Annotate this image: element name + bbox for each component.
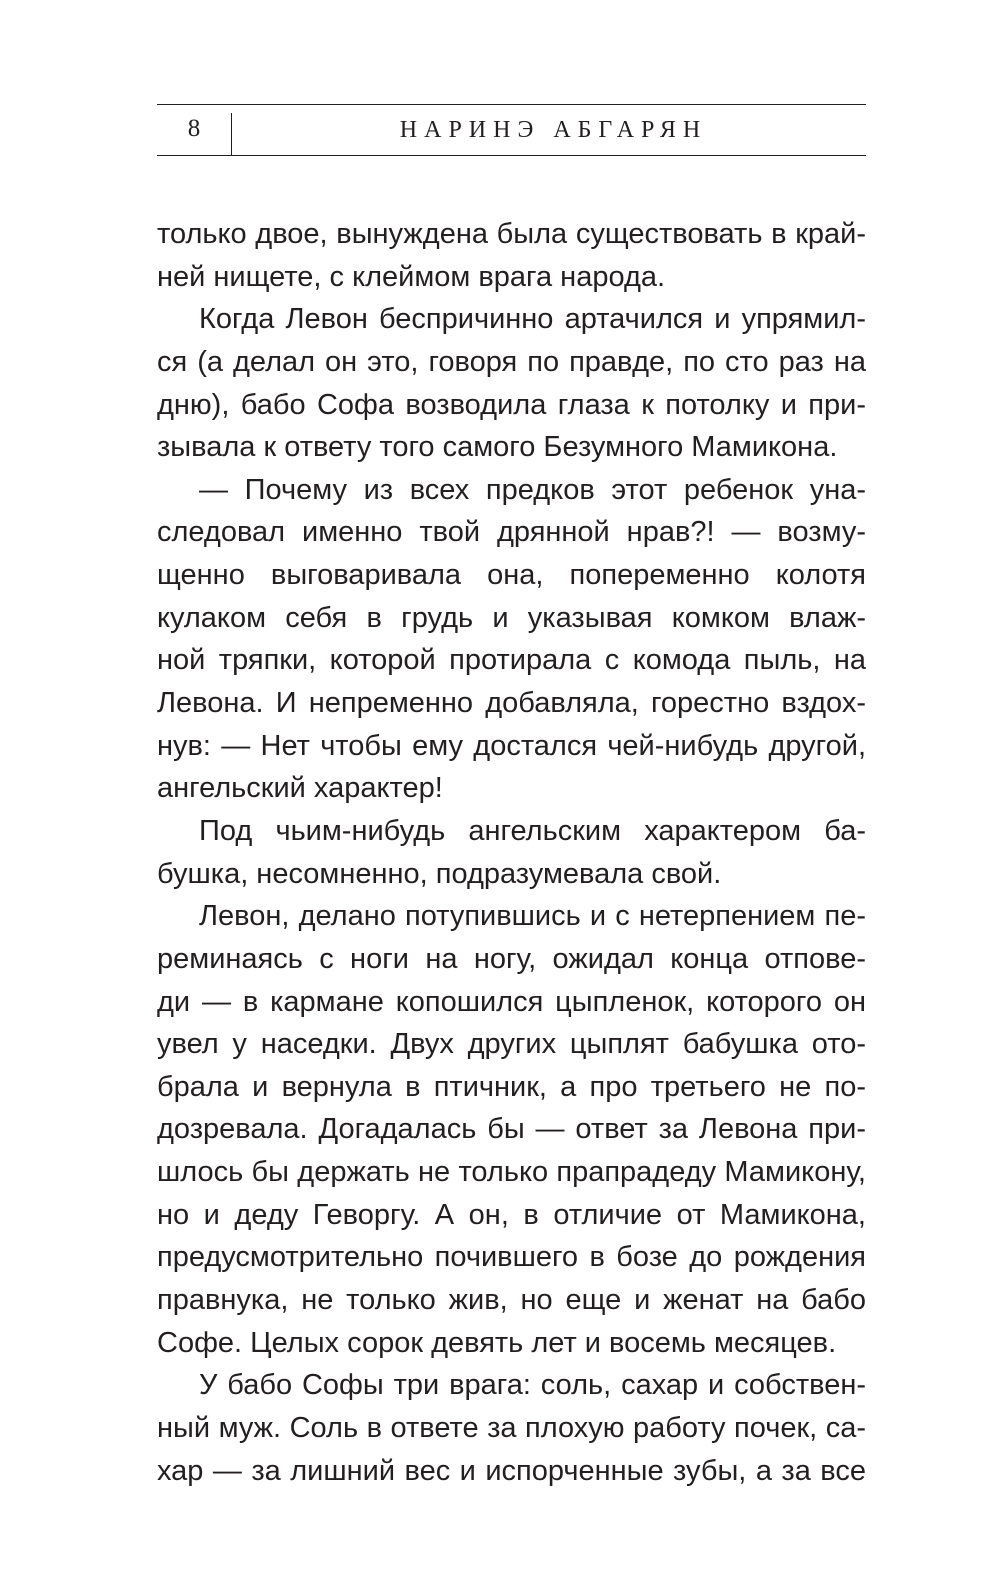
running-head xyxy=(157,104,866,156)
text-line: дню), бабо Софа возводила глаза к потолку и при- xyxy=(157,388,866,421)
text-line: — Почему из всех предков этот ребенок уна- xyxy=(199,473,866,506)
text-line: увел у наседки. Двух других цыплят бабушка ото- xyxy=(157,1028,866,1061)
text-line: ди — в кармане копошился цыпленок, которого он xyxy=(157,985,866,1018)
text-line: зывала к ответу того самого Безумного Мамикона. xyxy=(157,431,838,464)
text-line: ней нищете, с клеймом врага народа. xyxy=(157,260,666,293)
text-line: ной тряпки, которой протирала с комода пыль, на xyxy=(157,644,866,677)
text-line: ный муж. Соль в ответе за плохую работу почек, са- xyxy=(157,1411,866,1444)
text-line: Левон, делано потупившись и с нетерпением пе- xyxy=(199,900,866,933)
text-line: но и деду Геворгу. А он, в отличие от Мамикона, xyxy=(157,1198,866,1231)
author-name: НАРИНЭ АБГАРЯН xyxy=(399,117,708,143)
text-line: реминаясь с ноги на ногу, ожидал конца отпове- xyxy=(157,942,866,975)
text-line: ангельский характер! xyxy=(157,772,443,805)
text-line: нув: — Нет чтобы ему достался чей-нибудь другой, xyxy=(157,729,866,762)
text-line: правнука, не только жив, но еще и женат на бабо xyxy=(157,1284,866,1317)
text-line: Когда Левон беспричинно артачился и упрямил- xyxy=(199,303,866,336)
text-line: предусмотрительно почившего в бозе до рождения xyxy=(157,1241,866,1274)
text-line: только двое, вынуждена была существовать в край- xyxy=(157,218,866,250)
text-line: ся (а делал он это, говоря по правде, по сто раз на xyxy=(157,345,866,378)
text-line: кулаком себя в грудь и указывая комком влаж- xyxy=(157,601,866,634)
text-line: У бабо Софы три врага: соль, сахар и собствен- xyxy=(199,1369,866,1402)
text-line: бушка, несомненно, подразумевала свой. xyxy=(157,857,722,890)
text-line: Под чьим-нибудь ангельским характером ба- xyxy=(199,814,866,847)
page-number: 8 xyxy=(187,115,201,142)
text-line: щенно выговаривала она, попеременно колотя xyxy=(157,559,866,592)
text-line: шлось бы держать не только прапрадеду Мамикону, xyxy=(157,1156,866,1189)
text-line: дозревала. Догадалась бы — ответ за Левона при- xyxy=(157,1113,866,1146)
text-line: брала и вернула в птичник, а про третьего не по- xyxy=(157,1070,866,1103)
text-line: хар — за лишний вес и испорченные зубы, а за все xyxy=(157,1454,866,1487)
text-line: Левона. И непременно добавляла, горестно вздох- xyxy=(157,687,866,720)
text-line: Софе. Целых сорок девять лет и восемь месяцев. xyxy=(157,1326,837,1359)
body-text xyxy=(157,213,866,1492)
text-line: следовал именно твой дрянной нрав?! — возму- xyxy=(157,516,866,549)
